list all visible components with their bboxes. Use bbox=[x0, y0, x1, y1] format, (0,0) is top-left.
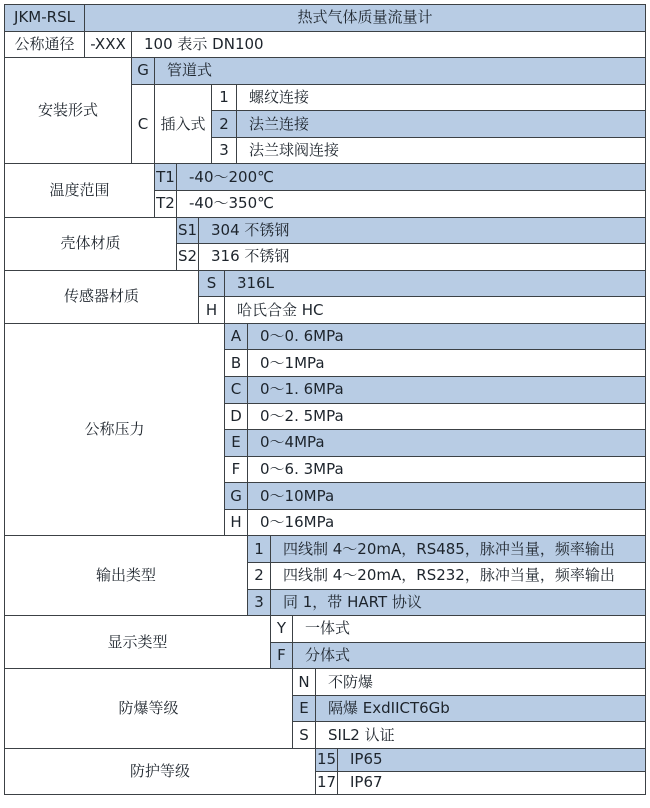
insert-option-3-value: 法兰球阀连接 bbox=[237, 138, 645, 165]
sensor-h-code: H bbox=[199, 297, 225, 324]
display-type-label: 显示类型 bbox=[5, 616, 271, 669]
pressure-a-value: 0～0. 6MPa bbox=[248, 324, 645, 351]
protection-15-value: IP65 bbox=[338, 749, 645, 772]
protection-rating-label: 防护等级 bbox=[5, 749, 316, 794]
output-1-value: 四线制 4～20mA，RS485，脉冲当量，频率输出 bbox=[271, 536, 645, 563]
explosion-e-code: E bbox=[293, 696, 316, 723]
pressure-c-value: 0～1. 6MPa bbox=[248, 377, 645, 404]
install-type-label: 安装形式 bbox=[5, 58, 132, 164]
temperature-range-label: 温度范围 bbox=[5, 164, 155, 217]
sensor-h-value: 哈氏合金 HC bbox=[225, 297, 645, 324]
output-1-code: 1 bbox=[248, 536, 271, 563]
explosion-e-value: 隔爆 ExdIICT6Gb bbox=[316, 696, 645, 723]
pressure-h-code: H bbox=[225, 510, 248, 537]
pressure-b-value: 0～1MPa bbox=[248, 350, 645, 377]
pipe-type-value: 管道式 bbox=[155, 58, 645, 85]
sensor-material-label: 传感器材质 bbox=[5, 271, 199, 324]
insert-option-3-code: 3 bbox=[212, 138, 237, 165]
pressure-e-code: E bbox=[225, 430, 248, 457]
housing-s2-code: S2 bbox=[177, 244, 199, 271]
temperature-t2-code: T2 bbox=[155, 191, 177, 218]
insert-option-2-value: 法兰连接 bbox=[237, 111, 645, 138]
output-2-code: 2 bbox=[248, 563, 271, 590]
output-2-value: 四线制 4～20mA，RS232，脉冲当量，频率输出 bbox=[271, 563, 645, 590]
pressure-g-code: G bbox=[225, 483, 248, 510]
explosion-n-value: 不防爆 bbox=[316, 669, 645, 696]
explosion-proof-label: 防爆等级 bbox=[5, 669, 293, 749]
protection-17-code: 17 bbox=[316, 772, 338, 794]
display-f-code: F bbox=[271, 643, 293, 670]
output-type-label: 输出类型 bbox=[5, 536, 248, 616]
pressure-f-code: F bbox=[225, 457, 248, 484]
nominal-pressure-label: 公称压力 bbox=[5, 324, 225, 537]
pressure-d-code: D bbox=[225, 404, 248, 431]
protection-15-code: 15 bbox=[316, 749, 338, 772]
temperature-t1-code: T1 bbox=[155, 164, 177, 191]
pressure-d-value: 0～2. 5MPa bbox=[248, 404, 645, 431]
insert-type-name: 插入式 bbox=[155, 85, 212, 165]
insert-option-1-value: 螺纹连接 bbox=[237, 85, 645, 112]
sensor-s-code: S bbox=[199, 271, 225, 298]
model-selection-table bbox=[4, 4, 646, 795]
pressure-h-value: 0～16MPa bbox=[248, 510, 645, 537]
explosion-n-code: N bbox=[293, 669, 316, 696]
insert-type-code: C bbox=[132, 85, 155, 165]
pipe-type-code: G bbox=[132, 58, 155, 85]
housing-s2-value: 316 不锈钢 bbox=[199, 244, 645, 271]
pressure-b-code: B bbox=[225, 350, 248, 377]
output-3-value: 同 1，带 HART 协议 bbox=[271, 590, 645, 617]
sensor-s-value: 316L bbox=[225, 271, 645, 298]
housing-s1-value: 304 不锈钢 bbox=[199, 218, 645, 245]
display-y-value: 一体式 bbox=[293, 616, 645, 643]
model-code-cell: JKM-RSL bbox=[5, 5, 85, 32]
pressure-e-value: 0～4MPa bbox=[248, 430, 645, 457]
insert-option-2-code: 2 bbox=[212, 111, 237, 138]
nominal-diameter-value: 100 表示 DN100 bbox=[132, 32, 645, 59]
pressure-g-value: 0～10MPa bbox=[248, 483, 645, 510]
display-y-code: Y bbox=[271, 616, 293, 643]
output-3-code: 3 bbox=[248, 590, 271, 617]
display-f-value: 分体式 bbox=[293, 643, 645, 670]
product-title: 热式气体质量流量计 bbox=[85, 5, 645, 32]
housing-material-label: 壳体材质 bbox=[5, 218, 177, 271]
pressure-c-code: C bbox=[225, 377, 248, 404]
explosion-s-value: SIL2 认证 bbox=[316, 722, 645, 749]
pressure-a-code: A bbox=[225, 324, 248, 351]
temperature-t1-value: -40～200℃ bbox=[177, 164, 645, 191]
explosion-s-code: S bbox=[293, 722, 316, 749]
housing-s1-code: S1 bbox=[177, 218, 199, 245]
protection-17-value: IP67 bbox=[338, 772, 645, 794]
nominal-diameter-label: 公称通径 bbox=[5, 32, 85, 59]
temperature-t2-value: -40～350℃ bbox=[177, 191, 645, 218]
nominal-diameter-code: -XXX bbox=[85, 32, 132, 59]
pressure-f-value: 0～6. 3MPa bbox=[248, 457, 645, 484]
insert-option-1-code: 1 bbox=[212, 85, 237, 112]
